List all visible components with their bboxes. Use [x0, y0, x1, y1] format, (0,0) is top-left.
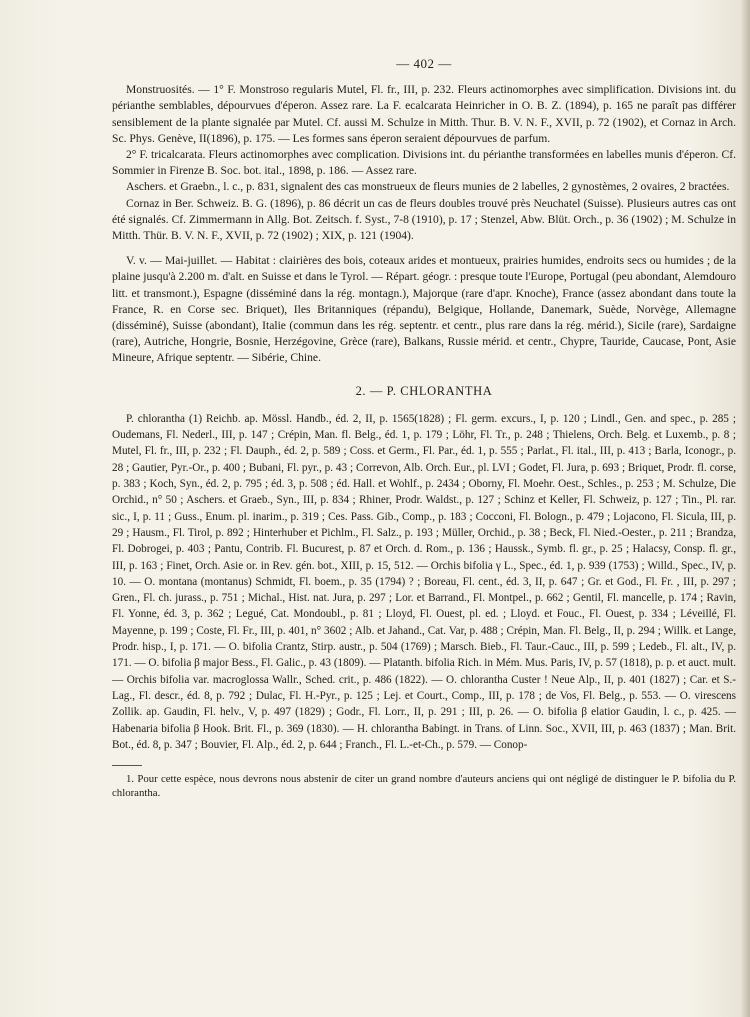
footnote-rule	[112, 765, 142, 766]
paragraph-tricalcarata: 2° F. tricalcarata. Fleurs actinomorphes avec complication. Divisions int. du périanthe transformées en labelles munis d'éperon. Cf. Sommier in Firenze B. Soc. bot. ital., 1898, p. 186. — Assez rare.	[112, 148, 736, 178]
paragraph-cornaz: Cornaz in Ber. Schweiz. B. G. (1896), p. 86 décrit un cas de fleurs doubles trouvé près Neuchatel (Suisse). Plusieurs autres cas ont été signalés. Cf. Zimmermann in Allg. Bot. Zeitsch. f. Syst., 7-8 (1910), p. 17 ; Stenzel, Abw. Blüt. Orch., p. 36 (1902) ; M. Schulze in Mitth. Thür. B. V. N. F., XVII, p. 72 (1902) ; XIX, p. 121 (1904).	[112, 196, 736, 243]
species-heading: 2. — P. CHLORANTHA	[355, 383, 493, 398]
page-content	[112, 56, 736, 800]
page-number: — 402 —	[396, 56, 452, 71]
paragraph-habitat: V. v. — Mai-juillet. — Habitat : clairières des bois, coteaux arides et montueux, prairies humides, endroits secs ou humides ; de la plaine jusqu'à 2.200 m. d'alt. en Suisse et dans le Tyrol. — Répart. géogr. : presque toute l'Europe, Portugal (peu abondant, Alemdouro litt. et transmont.), Espagne (disséminé dans la rég. montagn.), Majorque (rare d'apr. Knoche), France (assez abondant dans toute la France, R. en Corse sec. Briquet), Iles Britanniques (répandu), Belgique, Hollande, Danemark, Suède, Norvège, Allemagne (disséminé), Suisse (abondant), Italie (commun dans les rég. septentr. et centr., plus rare dans la rég. mérid.), Sicile (rare), Sardaigne (rare), Autriche, Hongrie, Bosnie, Herzégovine, Grèce (rare), Balkans, Russie mérid. et centr., Chypre, Tauride, Caucase, Pont, Asie Mineure, Afrique septentr. — Sibérie, Chine.	[112, 254, 736, 365]
synonymy-paragraph: P. chlorantha (1) Reichb. ap. Mössl. Handb., éd. 2, II, p. 1565(1828) ; Fl. germ. excurs., I, p. 120 ; Lindl., Gen. and spec., p. 285 ; Oudemans, Fl. Nederl., III, p. 147 ; Crépin, Man. fl. Belg., éd. 1, p. 179 ; Löhr, Fl. Tr., p. 248 ; Thielens, Orch. Belg. et Luxemb., p. 8 ; Mutel, Fl. fr., III, p. 232 ; Fl. Dauph., éd. 2, p. 589 ; Coss. et Germ., Fl. Par., éd. 1, p. 555 ; Parlat., Fl. ital., III, p. 413 ; Barla, Iconogr., p. 28 ; Gautier, Pyr.-Or., p. 400 ; Bubani, Fl. pyr., p. 43 ; Correvon, Alb. Orch. Eur., pl. LVI ; Godet, Fl. Jura, p. 693 ; Briquet, Prodr. fl. corse, p. 383 ; Koch, Syn., éd. 2, p. 795 ; éd. 3, p. 508 ; éd. Hall. et Wohlf., p. 2434 ; Oborny, Fl. Moehr. Oest., Schles., p. 253 ; M. Schulze, Die Orchid., n° 50 ; Aschers. et Graeb., Syn., III, p. 834 ; Rhiner, Prodr. Waldst., p. 127 ; Schinz et Keller, Fl. Schweiz, p. 127 ; Tin., Pl. rar. sic., I, p. 11 ; Guss., Enum. pl. inarim., p. 319 ; Ces. Pass. Gib., Comp., p. 183 ; Cocconi, Fl. Bologn., p. 479 ; Lojacono, Fl. Sicula, III, p. 29 ; Hausm., Fl. Tirol, p. 892 ; Hinterhuber et Pichlm., Fl. Salz., p. 193 ; Müller, Orchid., p. 38 ; Beck, Fl. Nied.-Oester., p. 211 ; Brandza, Fl. Dobrogei, p. 403 ; Pantu, Contrib. Fl. Bucurest, p. 87 et Orch. d. Rom., p. 136 ; Haussk., Symb. fl. gr., p. 25 ; Halacsy, Consp. fl. gr., III, p. 163 ; Finet, Orch. Asie or. in Rev. gén. bot., XIII, p. 15, 512. — Orchis bifolia γ L., Spec., éd. 1, p. 939 (1753) ; Willd., Spec., IV, p. 10. — O. montana (montanus) Schmidt, Fl. boem., p. 35 (1794) ? ; Boreau, Fl. cent., éd. 3, II, p. 647 ; Gr. et God., Fl. Fr. , III, p. 297 ; Gren., Fl. ch. jurass., p. 751 ; Michal., Hist. nat. Jura, p. 297 ; Lor. et Barrand., Fl. Montpel., p. 662 ; Gentil, Fl. mancelle, p. 174 ; Ravin, Fl. Yonne, éd. 3, p. 362 ; Legué, Cat. Mondoubl., p. 81 ; Lloyd, Fl. Ouest, pl. ed. ; Lloyd. et Fouc., Fl. Ouest, p. 334 ; Léveillé, Fl. Mayenne, p. 199 ; Coste, Fl. Fr., III, p. 401, n° 3602 ; Alb. et Jahand., Cat. Var, p. 488 ; Crépin, Man. Fl. Belg., II, p. 294 ; Willk. et Lange, Prodr. hisp., I, p. 171. — O. bifolia Crantz, Stirp. austr., p. 504 (1769) ; Marsch. Bieb., Fl. Taur.-Cauc., III, p. 599 ; Ledeb., Fl. alt., IV, p. 171. — O. bifolia β major Bess., Fl. Galic., p. 43 (1809). — Platanth. bifolia Rich. in Mém. Mus. Paris, IV, p. 57 (1818), p. p. et auct. mult. — Orchis bifolia var. macroglossa Wallr., Sched. crit., p. 486 (1822). — O. chlorantha Custer ! Neue Alp., II, p. 401 (1827) ; Car. et S.-Lag., Fl. descr., éd. 8, p. 792 ; Dulac, Fl. H.-Pyr., p. 125 ; Lej. et Court., Comp., III, p. 178 ; de Vos, Fl. Belg., p. 553. — O. virescens Zollik. ap. Gaudin, Fl. helv., V, p. 497 (1829) ; Godr., Fl. Lorr., II, p. 291 ; III, p. 26. — O. bifolia β elatior Gaudin, l. c., p. 425. — Habenaria bifolia β Hook. Brit. Fl., p. 369 (1830). — H. chlorantha Babingt. in Trans. of Linn. Soc., XVII, III, p. 463 (1837) ; Man. Brit. Bot., éd. 8, p. 347 ; Bouvier, Fl. Alp., éd. 2, p. 644 ; Franch., Fl. L.-et-Ch., p. 579. — Conop-	[112, 412, 736, 751]
paragraph-aschers: Aschers. et Graebn., l. c., p. 831, signalent des cas monstrueux de fleurs munies de 2 labelles, 2 gynostèmes, 2 ovaires, 2 bractées.	[126, 180, 730, 194]
footnote: 1. Pour cette espèce, nous devrons nous abstenir de citer un grand nombre d'auteurs anciens qui ont négligé de distinguer le P. bifolia du P. chlorantha.	[112, 773, 736, 800]
paragraph-monstruosites: Monstruosités. — 1° F. Monstroso regularis Mutel, Fl. fr., III, p. 232. Fleurs actinomorphes avec simplification. Divisions int. du périanthe semblables, dépourvues d'éperon. Assez rare. La F. ecalcarata Heinricher in O. B. Z. (1894), p. 165 ne paraît pas différer sensiblement de la plante signalée par Mutel. Cf. aussi M. Schulze in Mitth. Thur. B. V. N. F., XVII, p. 72 (1902), et Cornaz in Arch. Sc. Phys. Genève, II(1896), p. 175. — Les formes sans éperon seraient dépourvues de parfum.	[112, 83, 736, 145]
page-edge-shadow	[740, 0, 750, 1017]
